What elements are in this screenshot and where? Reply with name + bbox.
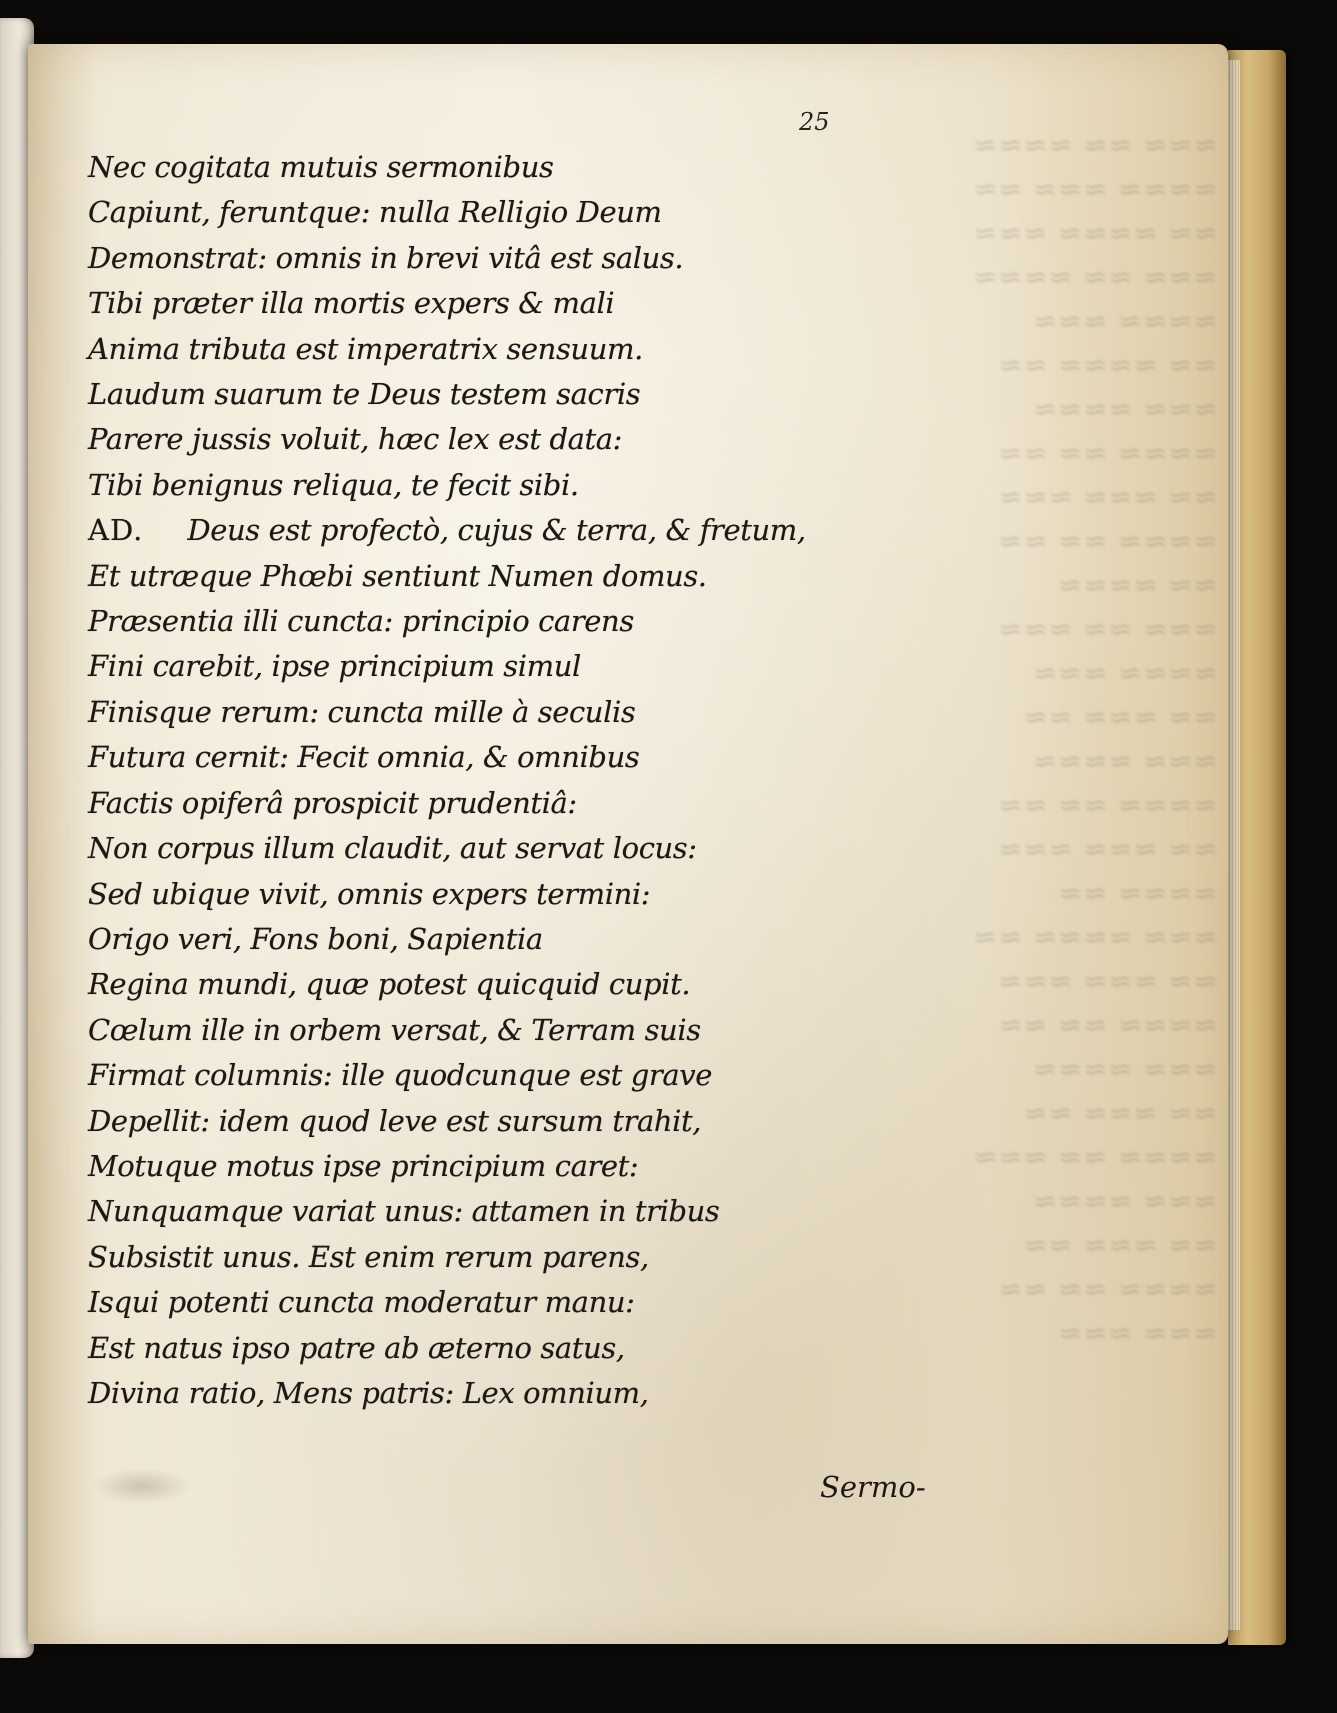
verse-line: Sed ubique vivit, omnis expers termini: [88,876,651,911]
verse-line: Non corpus illum claudit, aut servat locus: [88,831,697,866]
verse-line: Finisque rerum: cuncta mille à seculis [88,694,636,729]
show-through-text: ≈≈≈ ≈≈ ≈≈≈≈ ≈≈≈≈ ≈≈≈ ≈≈ ≈≈ ≈≈≈≈ ≈≈≈ ≈≈≈ ≈≈ ≈≈≈≈ ≈≈≈≈ ≈≈≈ ≈≈ ≈≈≈≈ ≈≈ ≈≈≈ ≈≈≈≈ ≈≈≈≈ ≈≈ ≈≈ ≈≈ ≈≈≈ ≈≈≈ ≈≈≈≈ ≈≈ ≈≈ ≈≈ ≈≈≈≈ ≈≈≈ ≈≈ ≈≈≈ ≈≈≈≈ ≈≈≈ ≈≈ ≈≈≈ ≈≈ ≈≈≈ ≈≈≈≈ ≈≈≈≈ ≈≈ ≈≈ ≈≈ ≈≈≈ ≈≈≈ ≈≈≈≈ ≈≈ ≈≈≈ ≈≈≈≈ ≈≈ ≈≈ ≈≈≈ ≈≈≈ ≈≈≈≈ ≈≈ ≈≈ ≈≈≈ ≈≈≈≈ ≈≈ ≈≈≈ ≈≈ ≈≈≈≈ ≈≈ ≈≈≈ ≈≈≈ ≈≈≈≈ ≈≈ ≈≈≈ ≈≈ ≈≈≈≈ ≈≈ ≈≈ ≈≈≈ ≈≈≈ [972,128,1218,1351]
verse-line: Futura cernit: Fecit omnia, & omnibus [88,740,640,775]
verse-line: Tibi benignus reliqua, te fecit sibi. [88,467,579,502]
verse-line: Demonstrat: omnis in brevi vitâ est salus. [88,240,684,275]
verse-line-with-speaker [88,508,806,553]
verse-line: Fini carebit, ipse principium simul [88,649,581,684]
verse-line: Isqui potenti cuncta moderatur manu: [88,1285,635,1320]
verse-line: Anima tributa est imperatrix sensuum. [88,331,643,366]
verse-line: Capiunt, feruntque: nulla Relligio Deum [88,195,662,230]
verse-line: Divina ratio, Mens patris: Lex omnium, [88,1375,649,1410]
verse-line: Nec cogitata mutuis sermonibus [88,150,554,184]
verse-line: Præsentia illi cuncta: principio carens [88,604,634,639]
verse-line: Factis opiferâ prospicit prudentiâ: [88,785,577,820]
verse-line: Depellit: idem quod leve est sursum trahit, [88,1103,702,1138]
verse-line-text: Deus est profectò, cujus & terra, & fretum, [187,513,806,548]
verse-line: Laudum suarum te Deus testem sacris [88,377,641,412]
ink-smudge [92,1468,192,1504]
verse-line: Nunquamque variat unus: attamen in tribus [88,1194,720,1229]
verse-line: Tibi præter illa mortis expers & mali [88,286,615,321]
verse-line: Et utræque Phœbi sentiunt Numen domus. [88,558,707,593]
verse-line: Regina mundi, quæ potest quicquid cupit. [88,967,691,1002]
verse-line: Firmat columnis: ille quodcunque est grave [88,1058,712,1093]
verse-line: Parere jussis voluit, hæc lex est data: [88,422,623,457]
book-page [28,44,1228,1644]
catchword: Sermo- [820,1470,926,1504]
speaker-mark: AD. [88,513,144,548]
verse-line: Est natus ipso patre ab æterno satus, [88,1330,625,1365]
verse-lines [88,145,806,1416]
verse-line: Subsistit unus. Est enim rerum parens, [88,1239,649,1274]
verse-line: Origo veri, Fons boni, Sapientia [88,921,543,956]
verse-line: Cœlum ille in orbem versat, & Terram suis [88,1012,701,1047]
verse-line: Motuque motus ipse principium caret: [88,1148,639,1183]
page-number: 25 [799,108,830,136]
